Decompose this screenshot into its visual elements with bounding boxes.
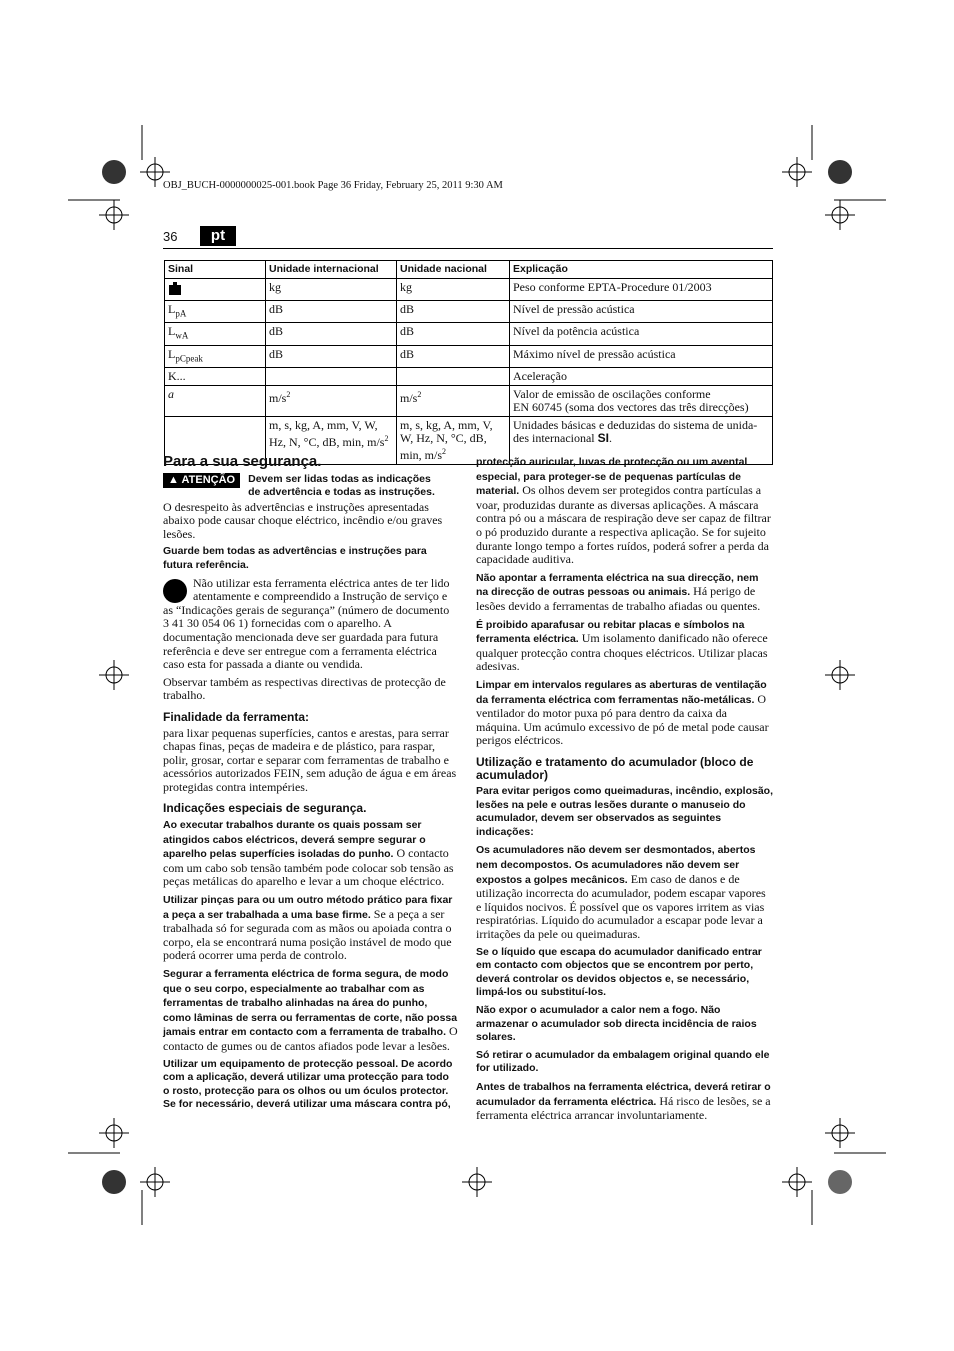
symbol-table xyxy=(164,260,773,465)
language-badge: pt xyxy=(200,226,236,246)
table-row: a $m/s^2$ $m/s^2$ Valor de emissão de oscilações conforme EN 60745 (soma dos vectores das três direcções) xyxy=(165,386,773,417)
header-rule xyxy=(163,248,773,249)
th-signal: Sinal xyxy=(165,261,266,279)
table-row: kg kg Peso conforme EPTA-Procedure 01/2003 xyxy=(165,279,773,301)
warning-badge: ▲ ATENÇÃO xyxy=(163,473,240,489)
table-row: $L_{pA}$ dB dB Nível de pressão acústica xyxy=(165,301,773,323)
th-expl: Explicação xyxy=(510,261,773,279)
left-column: Para a sua segurança. ▲ ATENÇÃO Devem ser lidas todas as indicações de advertência e todas as instruções. O desrespeito às advertências e instruções apresentadas abaixo pode causar choque eléctrico, incêndio e/ou graves lesões. Guarde bem todas as advertências e instruções para futura referência. Não utilizar esta ferramenta eléctrica antes de ter lido atentamente e compreendido a Instrução de serviço e as “Indicações gerais de segurança” (número de documento 3 41 30 054 06 1) fornecidas com o aparelho. A documentação mencionada deve ser guardada para futura referência e deve ser entregue com a ferramenta eléctrica caso esta for passada a diante ou vendida. Observar também as respectivas directivas de protecção de trabalho. Finalidade da ferramenta: para lixar pequenas superfícies, cantos e arestas, para serrar chapas finas, peças de madeira e de plástico, para raspar, polir, grosar, cortar e separar com ferramentas de trabalho e acessórios autorizados FEIN, sem adução de água e em áreas protegidas contra intempéries. Indicações especiais de segurança. Ao executar trabalhos durante os quais possam ser atingidos cabos eléctricos, deverá sempre segurar o aparelho pelas superfícies isoladas do punho. O contacto com um cabo sob tensão também pode colocar sob tensão as peças metálicas do aparelho e levar a um choque eléctrico. Utilizar pinças para ou um outro método prático para fixar a peça a ser trabalhada a uma base firme. Se a peça a ser trabalhada só for segurada com as mãos ou apoiada contra o corpo, ela se encontrará numa posição instável de modo que poderá ocorrer uma perda de controlo. Segurar a ferramenta eléctrica de forma segura, de modo que o seu corpo, especialmente ao trabalhar com as ferramentas de trabalho alinhadas na área do punho, como lâminas de serra ou ferramentas de corte, não possa jamais entrar em contacto com a ferramenta de trabalho. O contacto de gumes ou de cantos afiados pode levar a lesões. Utilizar um equipamento de protecção pessoal. De acordo com a aplicação, deverá utilizar uma protecção para todo o rosto, protecção para os olhos ou um óculos protector. Se for necessário, deverá utilizar uma máscara contra pó, xyxy=(163,453,458,1111)
right-column: protecção auricular, luvas de protecção ou um avental especial, para proteger-se de pequenas partículas de material. Os olhos devem ser protegidos contra partículas a voar, produzidas durante as diversas aplicações. A máscara contra pó ou a máscara de respiração deve ser capaz de filtrar o pó produzido durante a respectiva aplicação. Se for sujeito durante longo tempo a fortes ruídos, poderá sofrer a perda da capacidade auditiva. Não apontar a ferramenta eléctrica na sua direcção, nem na direcção de outras pessoas ou animais. Há perigo de lesões devido a ferramentas de trabalho afiadas ou quentes. É proibido aparafusar ou rebitar placas e símbolos na ferramenta eléctrica. Um isolamento danificado não oferece qualquer protecção contra choques eléctricos. Utilizar placas adesivas. Limpar em intervalos regulares as aberturas de ventilação da ferramenta eléctrica com ferramentas não-metálicas. O ventilador do motor puxa pó para dentro da caixa da máquina. Um acúmulo excessivo de pó de metal pode causar perigos eléctricos. Utilização e tratamento do acumulador (bloco de acumulador) Para evitar perigos como queimaduras, incêndio, explosão, lesões na pele e outras lesões durante o manuseio do acumulador, devem ser observados as seguintes indicações: Os acumuladores não devem ser desmontados, abertos nem decompostos. Os acumuladores não devem ser expostos a golpes mecânicos. Em caso de danos e de utilização incorrecta do acumulador, podem escapar vapores e líquidos nocivos. É possível que os vapores irritem as vias respiratórias. Líquido do acumulador a escapar pode levar a irritações da pele ou queimaduras. Se o líquido que escapa do acumulador danificado entrar em contacto com objectos que se encontrem por perto, deverá controlar os devidos objectos e, se necessário, limpá-los ou substituí-los. Não expor o acumulador a calor nem a fogo. Não armazenar o acumulador sob directa incidência de raios solares. Só retirar o acumulador da embalagem original quando ele for utilizado. Antes de trabalhos na ferramenta eléctrica, deverá retirar o acumulador da ferramenta eléctrica. Há risco de lesões, se a ferramenta eléctrica arrancar involuntariamente. xyxy=(476,456,774,1123)
manual-icon xyxy=(163,579,187,603)
weight-icon xyxy=(165,279,266,301)
section-title: Para a sua segurança. xyxy=(163,453,322,470)
th-nat: Unidade nacional xyxy=(397,261,510,279)
page-number: 36 xyxy=(163,229,178,244)
table-row: $L_{wA}$ dB dB Nível da potência acústica xyxy=(165,323,773,345)
table-row: K... Aceleração xyxy=(165,368,773,386)
warning-icon: ▲ xyxy=(168,473,179,486)
th-intl: Unidade internacional xyxy=(266,261,397,279)
table-row: $L_{pCpeak}$ dB dB Máximo nível de pressão acústica xyxy=(165,345,773,367)
file-header: OBJ_BUCH-0000000025-001.book Page 36 Friday, February 25, 2011 9:30 AM xyxy=(163,180,503,191)
table-row: m, s, kg, A, mm, V, W, Hz, N, °C, dB, min, $m/s^2$ m, s, kg, A, mm, V, W, Hz, N, °C, dB, min, $m/s^2$ Unidades básicas e deduzidas do sistema de unida-des internacional SI. xyxy=(165,417,773,465)
